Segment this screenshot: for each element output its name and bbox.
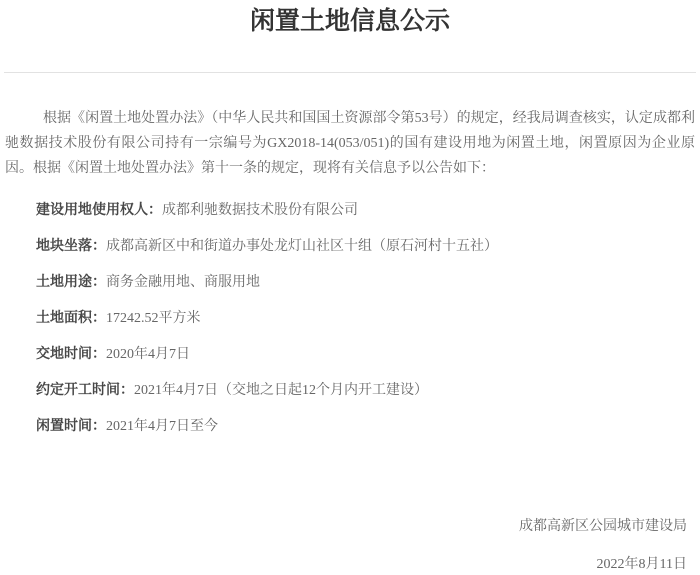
field-value: 2021年4月7日（交地之日起12个月内开工建设） [134, 383, 428, 398]
field-value: 成都利驰数据技术股份有限公司 [162, 203, 358, 218]
field-label: 闲置时间： [36, 419, 106, 434]
field-row-land-user [5, 201, 695, 220]
field-value: 17242.52平方米 [106, 311, 201, 326]
field-row-agreed-start-date [5, 381, 695, 400]
field-value: 2020年4月7日 [106, 347, 190, 362]
field-label: 土地面积： [36, 311, 106, 326]
field-label: 交地时间： [36, 347, 106, 362]
publish-date: 2022年8月11日 [596, 557, 687, 572]
field-value: 成都高新区中和街道办事处龙灯山社区十组（原石河村十五社） [106, 239, 498, 254]
field-value: 商务金融用地、商服用地 [106, 275, 260, 290]
field-value: 2021年4月7日至今 [106, 419, 218, 434]
field-row-land-area [5, 309, 695, 328]
field-label: 约定开工时间： [36, 383, 134, 398]
page-title: 闲置土地信息公示 [249, 7, 450, 35]
field-label: 土地用途： [36, 275, 106, 290]
field-row-idle-period [5, 417, 695, 436]
signature-block [0, 517, 700, 574]
field-row-location [5, 237, 695, 256]
issuer-name: 成都高新区公园城市建设局 [519, 519, 687, 534]
field-list [0, 201, 700, 436]
field-label: 地块坐落： [36, 239, 106, 254]
field-row-handover-date [5, 345, 695, 364]
field-row-land-use [5, 273, 695, 292]
divider [4, 72, 696, 73]
field-label: 建设用地使用权人： [36, 203, 162, 218]
intro-paragraph: 根据《闲置土地处置办法》（中华人民共和国国土资源部令第53号）的规定，经我局调查核实，认定成都利驰数据技术股份有限公司持有一宗编号为GX2018-14(053/051)的国有建设用地为闲置土地，闲置原因为企业原因。根据《闲置土地处置办法》第十一条的规定，现将有关信息予以公告如下： [5, 111, 695, 176]
